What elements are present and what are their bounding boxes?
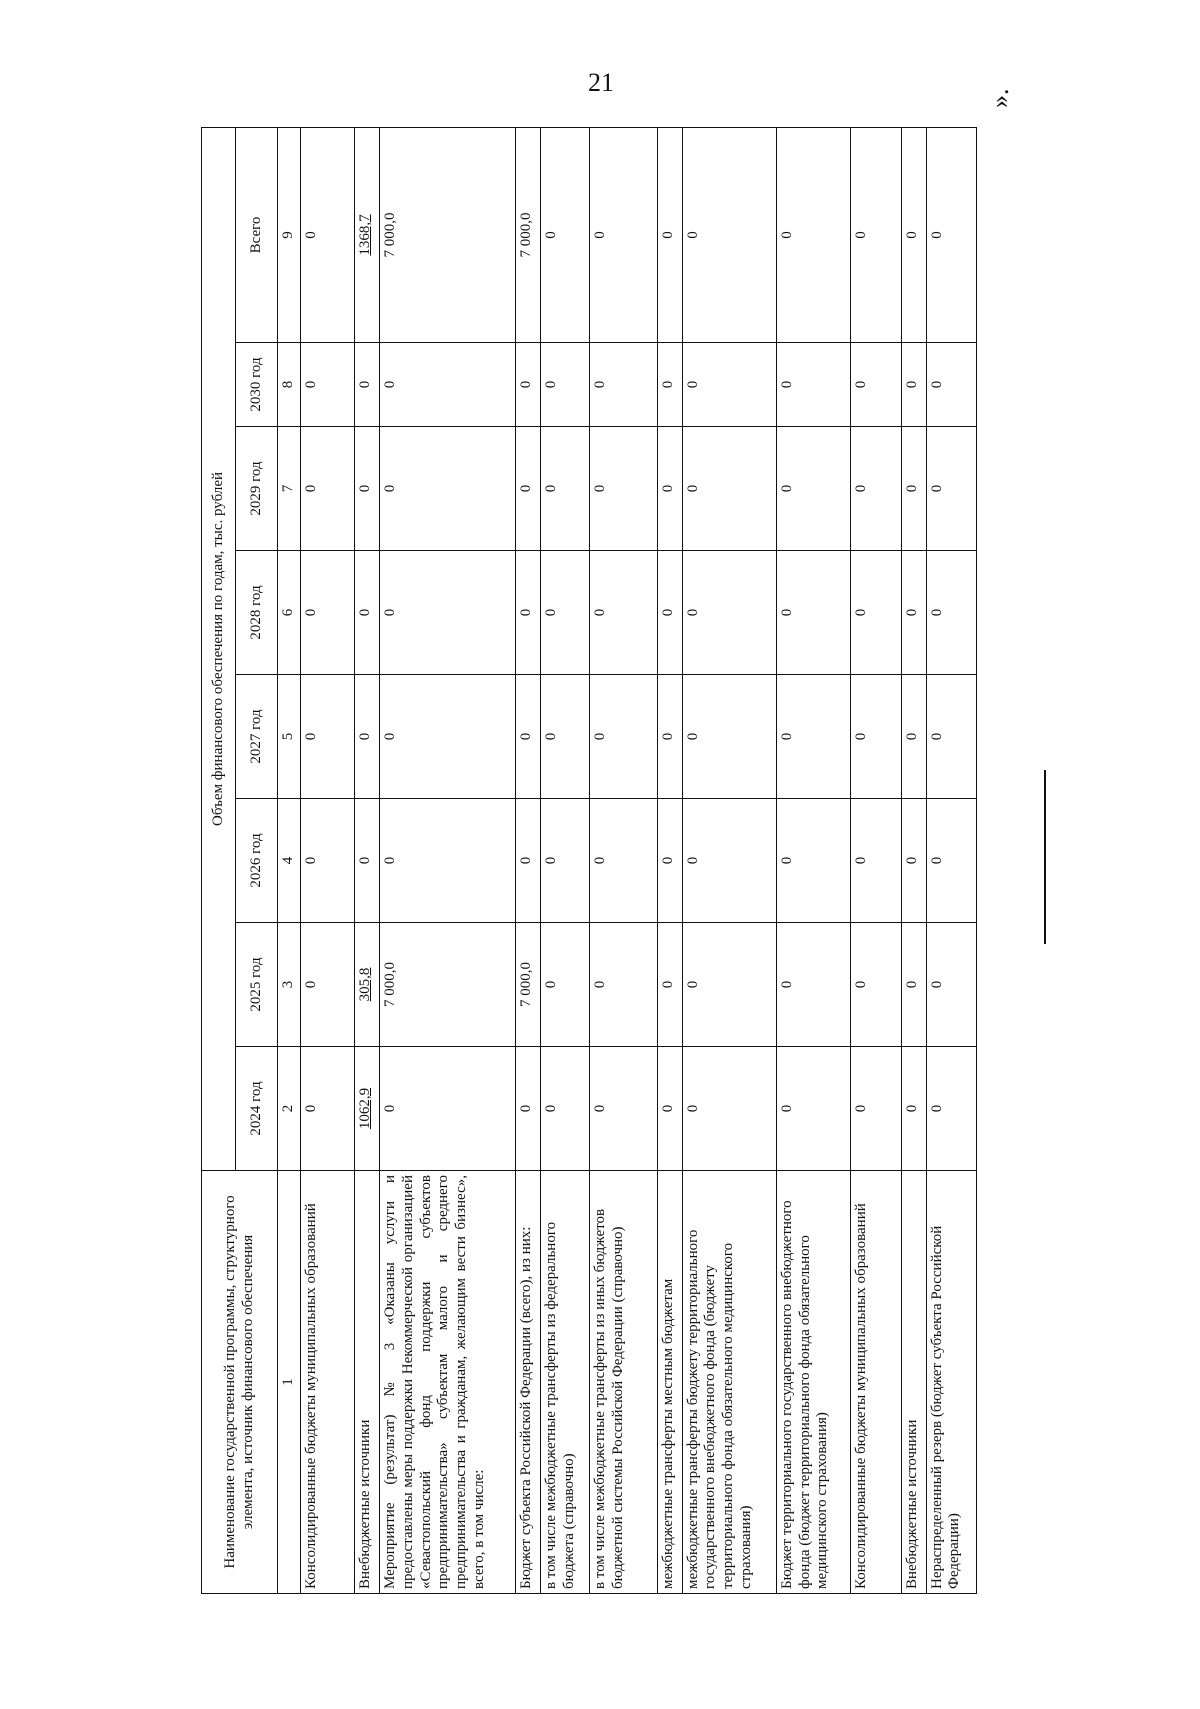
cell-value: 0 (901, 923, 926, 1047)
col-number: 3 (278, 923, 301, 1047)
cell-value: 0 (590, 799, 658, 923)
cell-value: 0 (516, 675, 541, 799)
cell-value: 0 (776, 127, 850, 342)
cell-value: 0 (682, 675, 776, 799)
row-label: Бюджет территориального государственного внебюджетного фонда (бюджет территориального фонда обязательного медицинского страхования) (776, 1171, 850, 1594)
cell-value: 0 (516, 799, 541, 923)
cell-value: 0 (300, 427, 355, 551)
row-label: межбюджетные трансферты бюджету территориального государственного внебюджетного фонда (бюджету территориального фонда обязательного медицинского страхования) (682, 1171, 776, 1594)
cell-value: 0 (926, 127, 976, 342)
row-label: Внебюджетные источники (901, 1171, 926, 1594)
cell-value: 0 (851, 799, 901, 923)
row-label: Внебюджетные источники (355, 1171, 380, 1594)
header-name-column: Наименование государственной программы, структурного элемента, источник финансового обеспечения (202, 1171, 278, 1594)
cell-value: 0 (380, 343, 516, 427)
col-number: 8 (278, 343, 301, 427)
cell-value: 0 (657, 551, 682, 675)
cell-value: 0 (851, 427, 901, 551)
cell-value: 0 (776, 427, 850, 551)
table-row (540, 127, 589, 1593)
col-number: 7 (278, 427, 301, 551)
cell-value: 0 (682, 551, 776, 675)
header-year-2029: 2029 год (236, 427, 278, 551)
cell-value: 0 (380, 799, 516, 923)
row-label: Нераспределенный резерв (бюджет субъекта Российской Федерации) (926, 1171, 976, 1594)
cell-value: 7 000,0 (516, 127, 541, 342)
cell-value: 7 000,0 (516, 923, 541, 1047)
cell-value: 0 (901, 799, 926, 923)
cell-value: 0 (540, 427, 589, 551)
cell-value: 0 (380, 551, 516, 675)
table-row (516, 127, 541, 1593)
cell-value: 0 (682, 923, 776, 1047)
cell-value: 0 (776, 1047, 850, 1171)
finance-table (201, 127, 977, 1594)
col-number: 9 (278, 127, 301, 342)
cell-value: 0 (682, 799, 776, 923)
row-label: в том числе межбюджетные трансферты из федерального бюджета (справочно) (540, 1171, 589, 1594)
cell-value: 0 (516, 427, 541, 551)
row-label: Консолидированные бюджеты муниципальных образований (851, 1171, 901, 1594)
table-row (851, 127, 901, 1593)
cell-value: 0 (300, 343, 355, 427)
cell-value: 0 (657, 127, 682, 342)
cell-value: 0 (926, 551, 976, 675)
cell-value: 0 (776, 551, 850, 675)
cell-value: 0 (657, 923, 682, 1047)
table-row (590, 127, 658, 1593)
col-number: 1 (278, 1171, 301, 1594)
cell-value: 0 (540, 675, 589, 799)
cell-value: 0 (540, 551, 589, 675)
cell-value: 0 (355, 427, 380, 551)
cell-value: 0 (380, 427, 516, 551)
col-number: 6 (278, 551, 301, 675)
header-row-numbers (278, 127, 301, 1593)
cell-value: 1062,9 (355, 1047, 380, 1171)
row-label: Мероприятие (результат) № 3 «Оказаны услуги и предоставлены меры поддержки Некоммерческой организацией «Севастопольский фонд поддержки субъектов предпринимательства» субъектам малого и среднего предпринимательства и гражданам, желающим вести бизнес», всего, в том числе: (380, 1171, 516, 1594)
cell-value: 0 (355, 343, 380, 427)
finance-table-rotated (201, 128, 977, 1594)
table-row (300, 127, 355, 1593)
cell-value: 0 (926, 923, 976, 1047)
cell-value: 0 (776, 799, 850, 923)
cell-value: 0 (590, 923, 658, 1047)
page-number: 21 (588, 68, 614, 97)
cell-value: 0 (540, 1047, 589, 1171)
table-row (657, 127, 682, 1593)
col-number: 2 (278, 1047, 301, 1171)
cell-value: 0 (380, 675, 516, 799)
closing-quote: ». (985, 88, 1014, 108)
cell-value: 0 (590, 343, 658, 427)
cell-value: 0 (776, 675, 850, 799)
table-row (926, 127, 976, 1593)
header-year-2028: 2028 год (236, 551, 278, 675)
cell-value: 0 (851, 127, 901, 342)
cell-value: 0 (590, 127, 658, 342)
cell-value: 0 (590, 675, 658, 799)
cell-value: 0 (355, 551, 380, 675)
cell-value: 0 (682, 1047, 776, 1171)
header-row-1 (202, 127, 236, 1593)
cell-value: 0 (516, 343, 541, 427)
header-year-2030: 2030 год (236, 343, 278, 427)
cell-value: 0 (851, 343, 901, 427)
cell-value: 0 (516, 551, 541, 675)
cell-value: 0 (657, 675, 682, 799)
cell-value: 0 (590, 427, 658, 551)
cell-value: 0 (355, 799, 380, 923)
cell-value: 0 (540, 127, 589, 342)
table-row (380, 127, 516, 1593)
divider-line (1044, 770, 1046, 944)
cell-value: 0 (901, 127, 926, 342)
cell-value: 0 (590, 551, 658, 675)
cell-value: 0 (851, 675, 901, 799)
row-label: Бюджет субъекта Российской Федерации (всего), из них: (516, 1171, 541, 1594)
cell-value: 0 (540, 923, 589, 1047)
cell-value: 0 (540, 799, 589, 923)
row-label: Консолидированные бюджеты муниципальных образований (300, 1171, 355, 1594)
cell-value: 0 (657, 343, 682, 427)
cell-value: 0 (682, 427, 776, 551)
cell-value: 0 (657, 427, 682, 551)
cell-value: 0 (300, 923, 355, 1047)
cell-value: 0 (300, 1047, 355, 1171)
cell-value: 7 000,0 (380, 923, 516, 1047)
cell-value: 0 (355, 675, 380, 799)
header-total: Всего (236, 127, 278, 342)
cell-value: 0 (926, 799, 976, 923)
cell-value: 0 (851, 923, 901, 1047)
cell-value: 0 (540, 343, 589, 427)
header-volume-group: Объем финансового обеспечения по годам, тыс. рублей (202, 127, 236, 1170)
cell-value: 0 (300, 675, 355, 799)
row-label: в том числе межбюджетные трансферты из иных бюджетов бюджетной системы Российской Федерации (справочно) (590, 1171, 658, 1594)
cell-value: 0 (657, 1047, 682, 1171)
cell-value: 0 (300, 127, 355, 342)
cell-value: 0 (851, 1047, 901, 1171)
col-number: 5 (278, 675, 301, 799)
cell-value: 305,8 (355, 923, 380, 1047)
col-number: 4 (278, 799, 301, 923)
cell-value: 0 (851, 551, 901, 675)
cell-value: 0 (776, 923, 850, 1047)
cell-value: 0 (590, 1047, 658, 1171)
cell-value: 0 (901, 343, 926, 427)
cell-value: 0 (657, 799, 682, 923)
header-year-2027: 2027 год (236, 675, 278, 799)
table-row (355, 127, 380, 1593)
cell-value: 0 (901, 551, 926, 675)
row-label: межбюджетные трансферты местным бюджетам (657, 1171, 682, 1594)
cell-value: 0 (926, 1047, 976, 1171)
table-row (776, 127, 850, 1593)
header-year-2024: 2024 год (236, 1047, 278, 1171)
cell-value: 0 (380, 1047, 516, 1171)
cell-value: 0 (926, 343, 976, 427)
cell-value: 0 (926, 675, 976, 799)
table-row (901, 127, 926, 1593)
cell-value: 0 (516, 1047, 541, 1171)
header-year-2025: 2025 год (236, 923, 278, 1047)
header-year-2026: 2026 год (236, 799, 278, 923)
cell-value: 0 (300, 551, 355, 675)
table-row (682, 127, 776, 1593)
cell-value: 0 (901, 1047, 926, 1171)
cell-value: 0 (776, 343, 850, 427)
cell-value: 0 (682, 343, 776, 427)
cell-value: 0 (901, 427, 926, 551)
cell-value: 7 000,0 (380, 127, 516, 342)
cell-value: 0 (901, 675, 926, 799)
cell-value: 0 (682, 127, 776, 342)
cell-value: 0 (300, 799, 355, 923)
cell-value: 1368,7 (355, 127, 380, 342)
cell-value: 0 (926, 427, 976, 551)
